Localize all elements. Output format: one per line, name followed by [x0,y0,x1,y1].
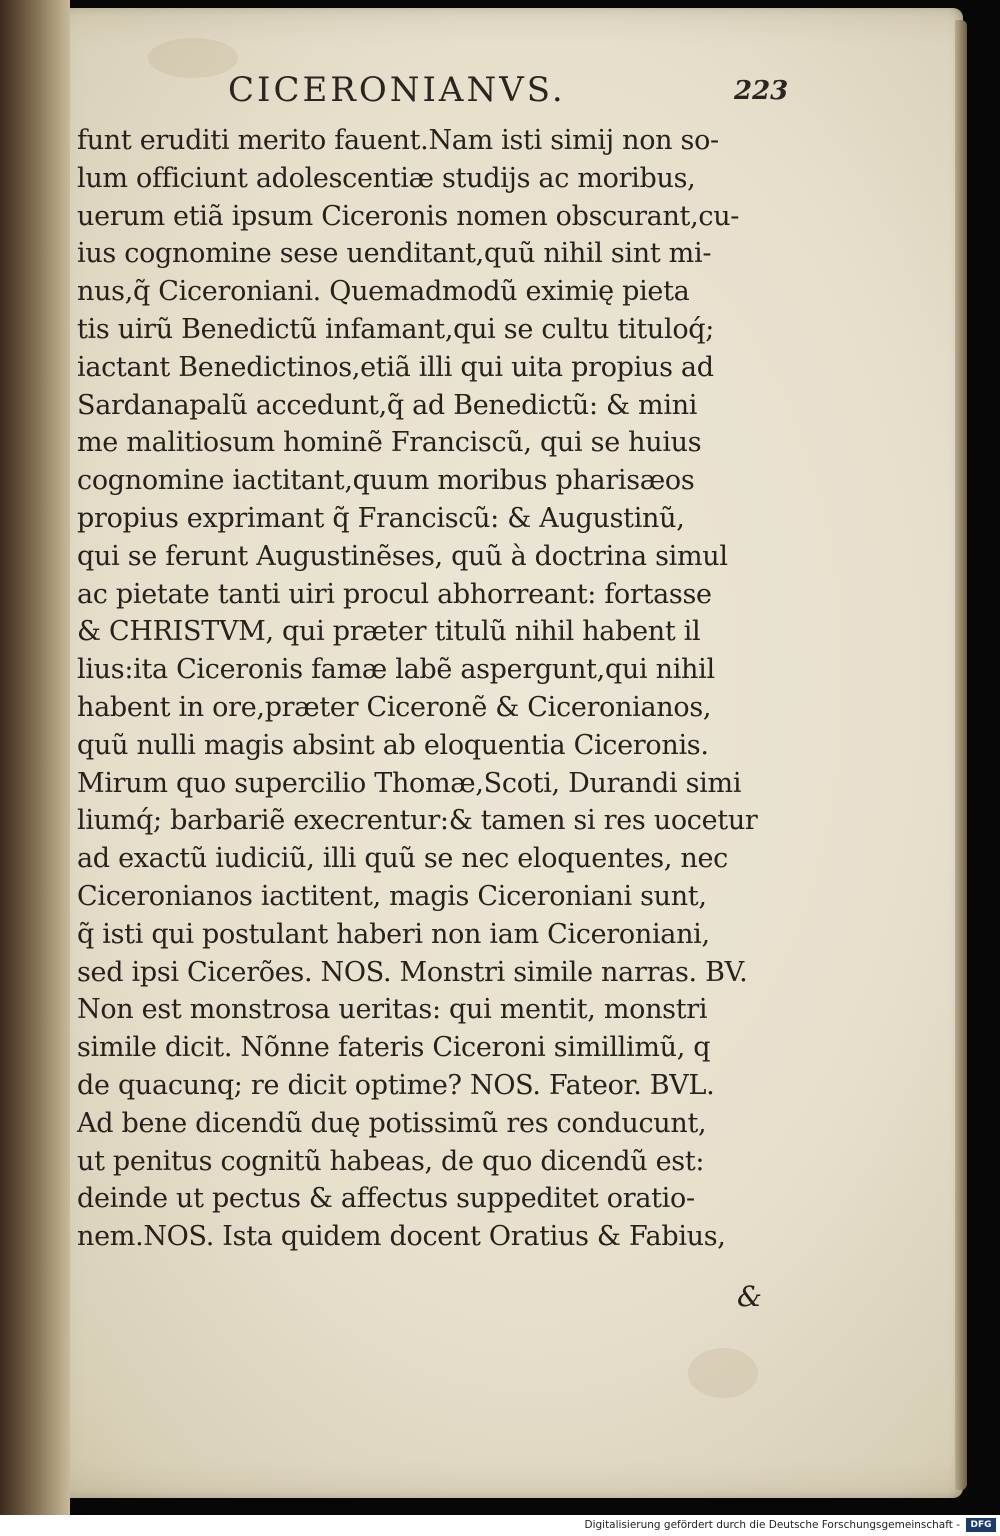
text-line: propius exprimant q̃ Franciscũ: & Augustinũ, [77,502,685,534]
text-line: nem.NOS. Ista quidem docent Oratius & Fabius, [77,1221,726,1253]
text-line: simile dicit. Nõnne fateris Ciceroni simillimũ, q [77,1032,711,1064]
page-edge [955,20,967,1490]
text-line: cognomine iactitant,quum moribus pharisæos [77,465,695,497]
text-line: lum officiunt adolescentiæ studijs ac moribus, [77,162,696,194]
text-block [77,122,787,1256]
text-line: Ciceronianos iactitent, magis Ciceroniani sunt, [77,880,707,912]
text-line: funt eruditi merito fauent.Nam isti simij non so- [77,125,719,156]
text-line: ut penitus cognitũ habeas, de quo dicendũ est: [77,1145,705,1177]
text-line: iactant Benedictinos,etiã illi qui uita propius ad [77,351,714,383]
text-line: liumq́; barbariẽ execrentur:& tamen si res uocetur [77,805,758,837]
text-line: de quacunq; re dicit optime? NOS. Fateor. BVL. [77,1069,715,1101]
book-binding [0,0,70,1515]
paper-stain [148,38,238,78]
text-line: Ad bene dicendũ duę potissimũ res conducunt, [77,1107,707,1139]
text-line: qui se ferunt Augustinẽses, quũ à doctrina simul [77,540,728,572]
paper-stain [688,1348,758,1398]
text-line: ius cognomine sese uenditant,quũ nihil sint mi- [77,238,712,270]
text-line: ac pietate tanti uiri procul abhorreant: fortasse [77,578,712,610]
text-line: & CHRISTVM, qui præter titulũ nihil habent il [77,616,701,648]
catchword: & [737,1280,762,1313]
text-line: tis uirũ Benedictũ infamant,qui se cultu tituloq́; [77,313,715,345]
text-line: Mirum quo supercilio Thomæ,Scoti, Durandi simi [77,767,742,799]
text-line: ad exactũ iudiciũ, illi quũ se nec eloquentes, nec [77,843,728,875]
text-line: q̃ isti qui postulant haberi non iam Ciceroniani, [77,918,710,950]
text-line: nus,q̃ Ciceroniani. Quemadmodũ eximię pieta [77,276,690,308]
text-line: quũ nulli magis absint ab eloquentia Ciceronis. [77,729,709,761]
funding-credit: Digitalisierung gefördert durch die Deutsche Forschungsgemeinschaft - [584,1519,960,1531]
page-number: 223 [734,76,789,106]
running-head: CICERONIANVS. [228,70,566,110]
text-line: uerum etiã ipsum Ciceronis nomen obscurant,cu- [77,200,740,232]
text-line: sed ipsi Cicerões. NOS. Monstri simile narras. BV. [77,956,748,988]
text-line: Non est monstrosa ueritas: qui mentit, monstri [77,994,708,1026]
text-line: me malitiosum hominẽ Franciscũ, qui se huius [77,427,702,459]
text-line: habent in ore,præter Ciceronẽ & Ciceronianos, [77,691,712,723]
text-line: Sardanapalũ accedunt,q̃ ad Benedictũ: & mini [77,389,698,421]
dfg-logo: DFG [966,1518,996,1532]
text-line: deinde ut pectus & affectus suppeditet oratio- [77,1183,695,1215]
text-line: lius:ita Ciceronis famæ labẽ aspergunt,qui nihil [77,654,715,686]
